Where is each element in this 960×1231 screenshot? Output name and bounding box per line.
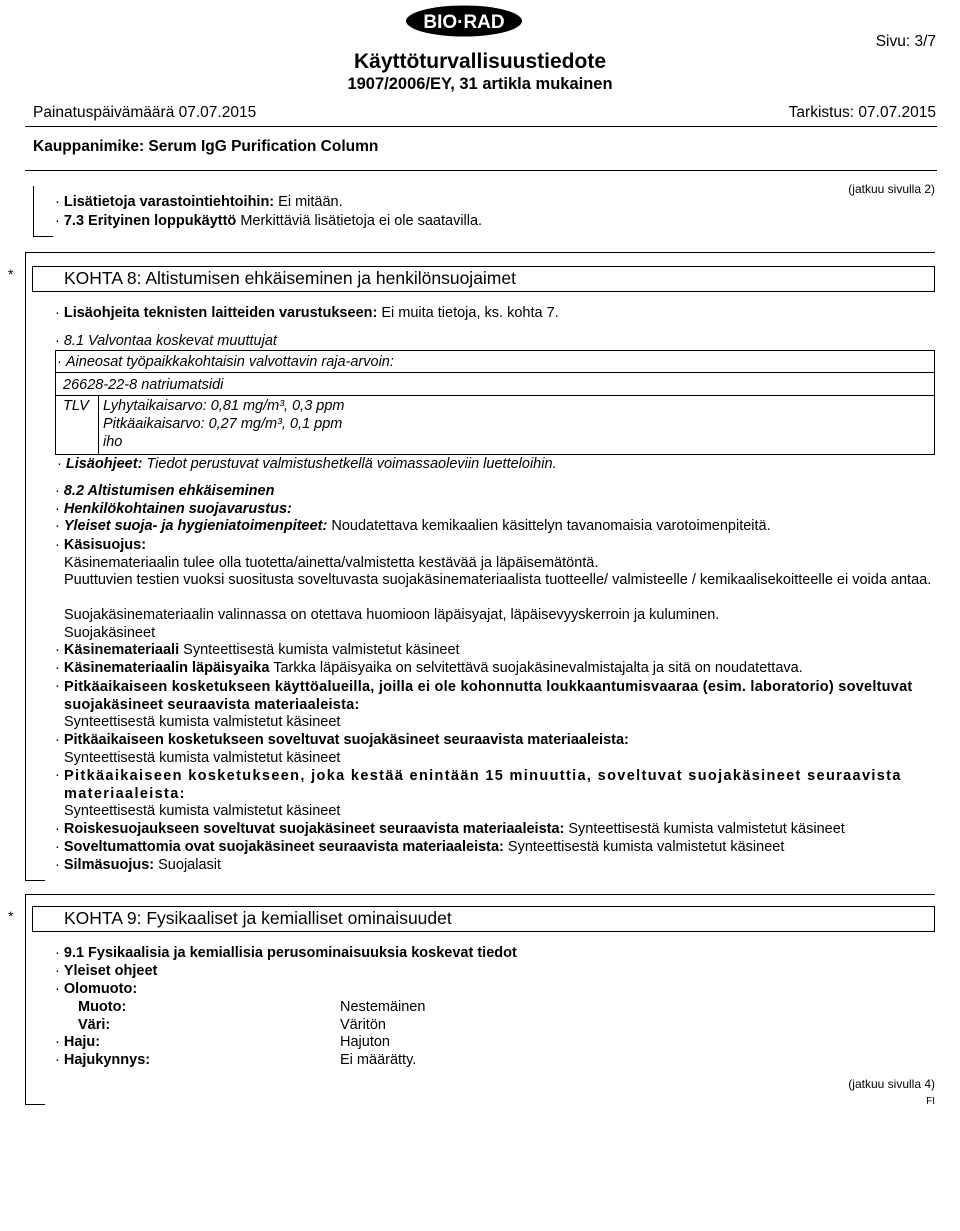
splash-protection: · Roiskesuojaukseen soveltuvat suojakäsineet seuraavista materiaaleista: Synteettisestä kumista valmistetut käsineet: [55, 821, 845, 837]
ingredients-limits: · Aineosat työpaikkakohtaisin valvottavin raja-arvoin:: [57, 354, 394, 370]
s82-title: 8.2 Altistumisen ehkäiseminen: [63, 483, 275, 499]
glove-mat-label: Käsinemateriaali: [63, 642, 180, 658]
revision-date: Tarkistus: 07.07.2015: [788, 104, 936, 121]
eye-value: Suojalasit: [158, 857, 222, 873]
odor-label: Haju:: [63, 1034, 101, 1050]
svg-text:BIO·RAD: BIO·RAD: [423, 12, 505, 33]
section8-left-rule: [25, 252, 26, 880]
storage-value: Ei mitään.: [278, 194, 343, 210]
extra-instructions: · Lisäohjeet: Tiedot perustuvat valmistushetkellä voimassaoleviin luetteloihin.: [57, 456, 557, 472]
section9-left-rule: [25, 894, 26, 1104]
section9-title: KOHTA 9: Fysikaaliset ja kemialliset ominaisuudet: [64, 908, 452, 928]
eye-label: Silmäsuojus:: [63, 857, 155, 873]
glove-material: · Käsinemateriaali Synteettisestä kumista valmistetut käsineet: [55, 642, 460, 658]
splash-value: Synteettisestä kumista valmistetut käsineet: [568, 821, 845, 837]
product-divider: [25, 170, 937, 171]
storage-info: · Lisätietoja varastointiehtoihin: Ei mitään.: [55, 194, 343, 210]
tlv-long-term: Pitkäaikaisarvo: 0,27 mg/m³, 0,1 ppm: [103, 416, 343, 432]
long-term-label: Pitkäaikaiseen kosketukseen käyttöalueilla, joilla ei ole kohonnutta loukkaantumisvaaraa (esim. laboratorio) soveltuvat suojakäsineet seuraavista materiaaleista:: [64, 679, 913, 713]
section9-bracket-foot: [25, 1104, 45, 1105]
continued-from: (jatkuu sivulla 2): [848, 182, 935, 196]
page-number: Sivu: 3/7: [875, 33, 936, 50]
section7-bracket: [33, 186, 34, 236]
section-8-2: · 8.2 Altistumisen ehkäiseminen: [55, 483, 275, 499]
glove-time-value: Tarkka läpäisyaika on selvitettävä suojakäsinevalmistajalta ja sitä on noudatettava.: [273, 660, 803, 676]
document-title: Käyttöturvallisuustiedote: [353, 50, 607, 73]
section-8-1: · 8.1 Valvontaa koskevat muuttujat: [55, 333, 277, 349]
header-divider: [25, 126, 937, 127]
odor-threshold: · Hajukynnys:: [55, 1052, 151, 1068]
extra-value: Tiedot perustuvat valmistushetkellä voimassaoleviin luetteloihin.: [146, 456, 557, 472]
long-contact-value: Synteettisestä kumista valmistetut käsineet: [64, 750, 341, 766]
document-subtitle: 1907/2006/EY, 31 artikla mukainen: [347, 75, 613, 93]
section9-changed-marker: *: [8, 908, 14, 924]
general-label: Yleiset ohjeet: [63, 963, 158, 979]
section9-top-rule: [25, 894, 935, 895]
glove-time-label: Käsinemateriaalin läpäisyaika: [63, 660, 270, 676]
tech-equipment: · Lisäohjeita teknisten laitteiden varustukseen: Ei muita tietoja, ks. kohta 7.: [55, 305, 559, 321]
form-label: Muoto:: [78, 999, 127, 1015]
state-label: Olomuoto:: [63, 981, 138, 997]
hand-paragraph-3: Suojakäsinemateriaalin valinnassa on otettava huomioon läpäisyajat, läpäisevyyskerroin ja kuluminen.: [64, 607, 720, 623]
tlv-short-term: Lyhytaikaisarvo: 0,81 mg/m³, 0,3 ppm: [103, 398, 345, 414]
ppe: · Henkilökohtainen suojavarustus:: [55, 501, 292, 517]
long-term-value: Synteettisestä kumista valmistetut käsineet: [64, 714, 341, 730]
state: · Olomuoto:: [55, 981, 138, 997]
extra-label: Lisäohjeet:: [65, 456, 143, 472]
end-use-value: Merkittäviä lisätietoja ei ole saatavilla.: [240, 213, 483, 229]
tlv-skin: iho: [103, 434, 123, 450]
odor: · Haju:: [55, 1034, 101, 1050]
section8-changed-marker: *: [8, 266, 14, 282]
glove-penetration-time: · Käsinemateriaalin läpäisyaika Tarkka läpäisyaika on selvitettävä suojakäsinevalmistajalta ja sitä on noudatettava.: [55, 660, 803, 676]
box-row2-rule: [55, 395, 935, 396]
ppe-label: Henkilökohtainen suojavarustus:: [63, 501, 292, 517]
long-contact-label: Pitkäaikaiseen kosketukseen soveltuvat suojakäsineet seuraavista materiaaleista:: [63, 732, 629, 748]
language-code: FI: [926, 1096, 935, 1107]
section8-top-rule: [25, 252, 935, 253]
color-value: Väritön: [340, 1017, 386, 1033]
color-label: Väri:: [78, 1017, 111, 1033]
product-name: Kauppanimike: Serum IgG Purification Column: [33, 138, 379, 155]
end-use-label: 7.3 Erityinen loppukäyttö: [63, 213, 237, 229]
bullet: ·: [55, 767, 60, 783]
section8-title: KOHTA 8: Altistumisen ehkäiseminen ja henkilönsuojaimet: [64, 268, 516, 288]
section7-bracket-foot: [33, 236, 53, 237]
hand-paragraph-2: Puuttuvien testien vuoksi suositusta soveltuvasta suojakäsinemateriaalista tuotteelle/ valmisteelle / kemikaalisekoitteelle ei voida antaa.: [64, 572, 932, 588]
unsuitable-value: Synteettisestä kumista valmistetut käsineet: [507, 839, 785, 855]
glove-mat-value: Synteettisestä kumista valmistetut käsineet: [183, 642, 460, 658]
print-date: Painatuspäivämäärä 07.07.2015: [33, 104, 257, 121]
section-9-1: · 9.1 Fysikaalisia ja kemiallisia perusominaisuuksia koskevat tiedot: [55, 945, 517, 961]
general-info: · Yleiset ohjeet: [55, 963, 158, 979]
short-contact-value: Synteettisestä kumista valmistetut käsineet: [64, 803, 341, 819]
hygiene-label: Yleiset suoja- ja hygieniatoimenpiteet:: [63, 518, 328, 534]
substance-name: 26628-22-8 natriumatsidi: [63, 377, 224, 393]
unsuitable-label: Soveltumattomia ovat suojakäsineet seuraavista materiaaleista:: [63, 839, 504, 855]
long-contact: · Pitkäaikaiseen kosketukseen soveltuvat suojakäsineet seuraavista materiaaleista:: [55, 732, 629, 748]
short-contact-label: Pitkäaikaiseen kosketukseen, joka kestää enintään 15 minuuttia, soveltuvat suojakäsineet seuraavista materiaaleista:: [64, 768, 902, 802]
end-use: · 7.3 Erityinen loppukäyttö Merkittäviä lisätietoja ei ole saatavilla.: [55, 213, 483, 229]
unsuitable-gloves: · Soveltumattomia ovat suojakäsineet seuraavista materiaaleista: Synteettisestä kumista valmistetut käsineet: [55, 839, 785, 855]
tlv-label: TLV: [63, 398, 89, 414]
section8-bracket-foot: [25, 880, 45, 881]
odor-threshold-label: Hajukynnys:: [63, 1052, 151, 1068]
section8-bar-left: [32, 266, 33, 292]
bullet: ·: [55, 678, 60, 694]
hand-protection: · Käsisuojus:: [55, 537, 147, 553]
hand-label: Käsisuojus:: [63, 537, 147, 553]
ingredients-label: Aineosat työpaikkakohtaisin valvottavin raja-arvoin:: [65, 354, 394, 370]
tech-value: Ei muita tietoja, ks. kohta 7.: [381, 305, 559, 321]
odor-value: Hajuton: [340, 1034, 390, 1050]
tech-label: Lisäohjeita teknisten laitteiden varustukseen:: [63, 305, 378, 321]
hygiene-value: Noudatettava kemikaalien käsittelyn tavanomaisia varotoimenpiteitä.: [331, 518, 771, 534]
form-value: Nestemäinen: [340, 999, 426, 1015]
hygiene-measures: · Yleiset suoja- ja hygieniatoimenpiteet: Noudatettava kemikaalien käsittelyn tavanomaisia varotoimenpiteitä.: [55, 518, 771, 534]
hand-paragraph-1: Käsinemateriaalin tulee olla tuotetta/ainetta/valmistetta kestävää ja läpäisemätöntä.: [64, 555, 599, 571]
hand-paragraph-4: Suojakäsineet: [64, 625, 156, 641]
s91-title: 9.1 Fysikaalisia ja kemiallisia perusominaisuuksia koskevat tiedot: [63, 945, 517, 961]
storage-label: Lisätietoja varastointiehtoihin:: [63, 194, 275, 210]
section9-bar-left: [32, 906, 33, 932]
bio-rad-logo: [404, 4, 524, 38]
tlv-column-rule: [98, 395, 99, 455]
odor-threshold-value: Ei määrätty.: [340, 1052, 417, 1068]
s81-title: 8.1 Valvontaa koskevat muuttujat: [63, 333, 277, 349]
box-row1-rule: [55, 372, 935, 373]
eye-protection: · Silmäsuojus: Suojalasit: [55, 857, 222, 873]
continued-to: (jatkuu sivulla 4): [848, 1077, 935, 1091]
splash-label: Roiskesuojaukseen soveltuvat suojakäsineet seuraavista materiaaleista:: [63, 821, 565, 837]
